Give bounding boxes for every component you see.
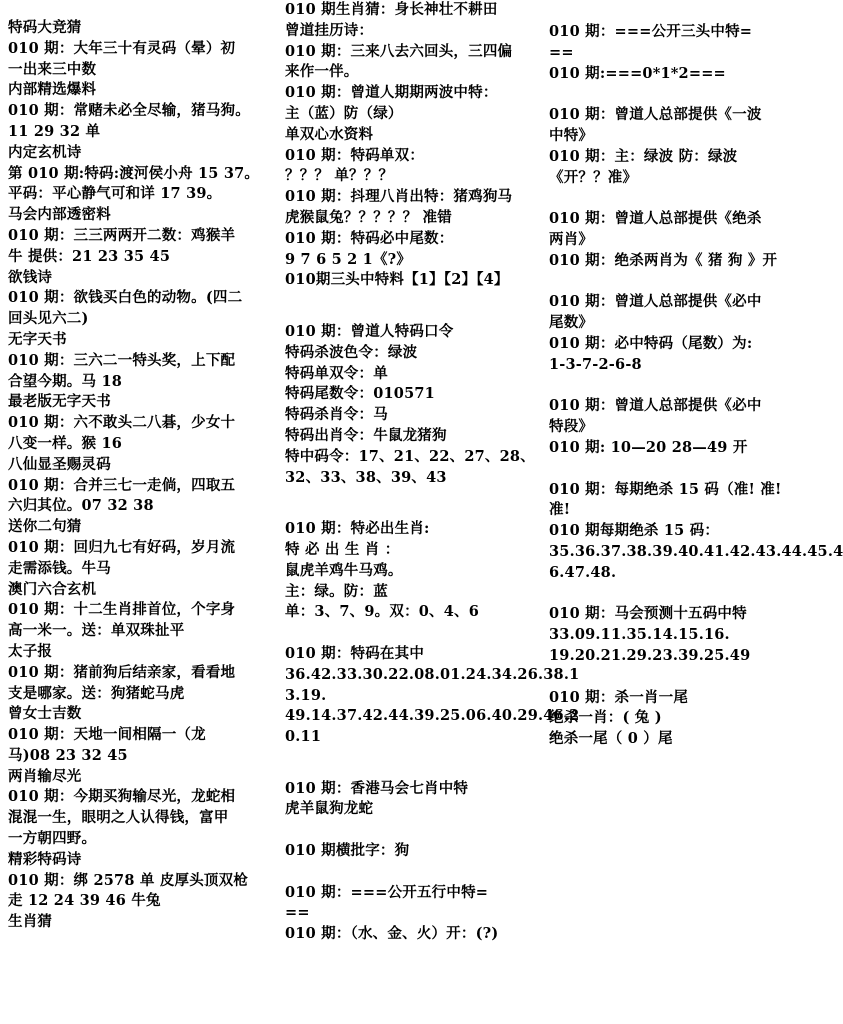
text-line: 内定玄机诗 (8, 143, 82, 161)
text-line: 010 期：特码在其中 (285, 644, 425, 662)
text-line: 平码：平心静气可和详 17 39。 (8, 185, 222, 203)
text-line: 走需添钱。牛马 (8, 559, 111, 577)
spacer (549, 667, 801, 688)
text-line: 010 期：三来八去六回头，三四偏 (285, 42, 513, 60)
text-line: 010 期：曾道人总部提供《必中 (549, 293, 762, 311)
text-line: 鼠虎羊鸡牛马鸡。 (285, 561, 403, 579)
text-line: 6.47.48. (549, 563, 617, 581)
text-line: 010 期：杀一肖一尾 (549, 688, 689, 706)
text-line: 010 期：主：绿波 防：绿波 (549, 147, 738, 165)
text-line: 混混一生，眼明之人认得钱，富甲 (8, 809, 229, 827)
text-line: 010 期：（水、金、火）开：(?) (285, 925, 499, 943)
text-line: 010 期横批字：狗 (285, 842, 410, 860)
text-line: 主：绿。防：蓝 (285, 582, 388, 600)
text-line: 010 期：绝杀两肖为《 猪 狗 》开 (549, 251, 778, 269)
text-line: 《开？？准》 (549, 168, 638, 186)
text-line: 特码尾数令：010571 (285, 385, 435, 403)
text-line: 010 期：===公开三头中特= (549, 23, 753, 40)
text-line: 010 期：三六二一特头奖，上下配 (8, 351, 236, 369)
spacer (285, 498, 543, 519)
spacer (549, 584, 801, 605)
spacer (549, 84, 801, 105)
text-line: 1-3-7-2-6-8 (549, 355, 642, 373)
text-line: 欲钱诗 (8, 268, 53, 286)
text-line: 010 期：抖理八肖出特：猪鸡狗马 (285, 188, 513, 206)
text-line: 010 期：特码必中尾数： (285, 229, 454, 247)
text-line: 3.19. (285, 686, 327, 704)
text-line: 来作一伴。 (285, 63, 359, 81)
text-line: 内部精选爆料 (8, 81, 97, 99)
text-line: 010 期：三三两两开二数：鸡猴羊 (8, 226, 236, 244)
text-line: 010 期每期绝杀 15 码： (549, 522, 720, 540)
text-line: 牛 提供：21 23 35 45 (8, 247, 171, 265)
text-line: 澳门六合玄机 (8, 580, 97, 598)
text-line: 虎羊鼠狗龙蛇 (285, 800, 374, 818)
text-line: 准! (549, 501, 571, 519)
text-line: 两肖》 (549, 230, 594, 248)
text-line: 精彩特码诗 (8, 850, 82, 868)
text-line: 010 期：特必出生肖: (285, 520, 430, 538)
text-line: 010期三头中特料【1】【2】【4】 (285, 271, 509, 289)
text-line: 35.36.37.38.39.40.41.42.43.44.45.4 (549, 542, 843, 560)
text-line: 010 期：欲钱买白色的动物。(四二 (8, 289, 243, 307)
text-line: 010 期：十二生肖排首位，个字身 (8, 601, 236, 619)
spacer (549, 459, 801, 480)
spacer (549, 272, 801, 293)
text-line: 010 期：每期绝杀 15 码（准! 准! (549, 480, 782, 498)
text-line: 最老版无字天书 (8, 393, 111, 411)
text-line: 010 期: 10—20 28—49 开 (549, 438, 748, 456)
left-column (8, 18, 276, 933)
text-line: 010 期：香港马会七肖中特 (285, 779, 469, 797)
text-line: 11 29 32 单 (8, 122, 101, 140)
text-line: 太子报 (8, 642, 53, 660)
text-line: 单双心水资料 (285, 125, 374, 143)
text-line: 八仙显圣赐灵码 (8, 455, 111, 473)
text-line: 010 期：今期买狗输尽光，龙蛇相 (8, 788, 236, 806)
text-line: 010 期：合并三七一走倘，四取五 (8, 476, 236, 494)
text-line: 9 7 6 5 2 1《?》 (285, 250, 412, 268)
text-line: 010 期:===0*1*2=== (549, 64, 726, 82)
text-line: 010 期生肖猜：身长神壮不耕田 (285, 1, 498, 18)
text-line: 尾数》 (549, 314, 594, 332)
text-line: 特码杀肖令：马 (285, 406, 388, 424)
text-line: 合望今期。马 18 (8, 372, 123, 390)
text-line: 六归其位。07 32 38 (8, 497, 154, 515)
text-line: 010 期：常赌未必全尽输，猪马狗。 (8, 102, 250, 120)
text-line: 特码单双令：单 (285, 364, 388, 382)
spacer (549, 188, 801, 209)
text-line: 特中码令：17、21、22、27、28、 (285, 447, 535, 465)
spacer (285, 291, 543, 301)
text-line: 特 必 出 生 肖 ： (285, 540, 400, 558)
spacer (285, 623, 543, 644)
text-line: 曾女士吉数 (8, 705, 82, 723)
text-line: 010 期：曾道人期期两波中特： (285, 84, 498, 102)
text-line: 走 12 24 39 46 牛兔 (8, 892, 161, 910)
text-line: 虎猴鼠兔？？？？？ 准错 (285, 208, 452, 226)
text-line: 特码杀波色令：绿波 (285, 343, 418, 361)
text-line: 010 期：大年三十有灵码（晕）初 (8, 39, 236, 57)
text-line: 010 期：马会预测十五码中特 (549, 605, 747, 623)
text-line: 支是哪家。送：狗猪蛇马虎 (8, 684, 185, 702)
text-line: 绝杀一肖：( 兔 ) (549, 709, 662, 727)
text-line: 010 期：六不敢头二八碁，少女十 (8, 414, 236, 432)
text-line: 010 期：曾道人总部提供《一波 (549, 106, 762, 124)
text-line: 0.11 (285, 728, 322, 746)
text-line: 第 010 期:特码:渡河侯小舟 15 37。 (8, 164, 260, 182)
spacer (549, 376, 801, 397)
spacer (285, 758, 543, 779)
text-line: 010 期：曾道人总部提供《绝杀 (549, 210, 762, 228)
right-column (549, 22, 843, 750)
text-line: 33.09.11.35.14.15.16. (549, 626, 730, 644)
text-line: == (549, 43, 574, 61)
text-line: == (285, 904, 310, 922)
text-line: 八变一样。猴 16 (8, 434, 123, 452)
text-line: 特码大竞猜 (8, 19, 82, 36)
text-line: 曾道挂历诗： (285, 21, 374, 39)
text-line: 两肖输尽光 (8, 767, 82, 785)
text-line: 49.14.37.42.44.39.25.06.40.29.46.2 (285, 707, 580, 725)
text-line: 回头见六二) (8, 310, 89, 328)
text-line: 中特》 (549, 126, 594, 144)
text-line: ？？？ 单？？？ (285, 167, 394, 185)
text-line: 无字天书 (8, 330, 67, 348)
text-line: 19.20.21.29.23.39.25.49 (549, 646, 751, 664)
text-line: 010 期：天地一间相隔一（龙 (8, 726, 206, 744)
text-line: 010 期：===公开五行中特= (285, 883, 489, 901)
text-line: 马会内部透密料 (8, 206, 111, 224)
text-line: 绝杀一尾（ 0 ）尾 (549, 730, 673, 748)
spacer (285, 862, 543, 883)
text-line: 010 期：猪前狗后结亲家，看看地 (8, 663, 236, 681)
text-line: 送你二句猜 (8, 518, 82, 536)
spacer (285, 301, 543, 322)
text-line: 010 期：回归九七有好码，岁月流 (8, 538, 236, 556)
spacer (285, 488, 543, 498)
text-line: 010 期：特码单双： (285, 146, 425, 164)
text-line: 特码出肖令：牛鼠龙猪狗 (285, 426, 447, 444)
text-line: 一出来三中数 (8, 60, 97, 78)
text-line: 单：3、7、9。双：0、4、6 (285, 603, 480, 621)
spacer (285, 820, 543, 841)
text-line: 高一米一。送：单双珠扯平 (8, 622, 185, 640)
text-line: 主（蓝）防（绿） (285, 104, 403, 122)
text-line: 010 期：必中特码（尾数）为: (549, 334, 753, 352)
text-line: 010 期：曾道人总部提供《必中 (549, 397, 762, 415)
text-line: 特段》 (549, 418, 594, 436)
text-line: 010 期：绑 2578 单 皮厚头顶双枪 (8, 871, 249, 889)
text-line: 32、33、38、39、43 (285, 468, 447, 486)
text-line: 36.42.33.30.22.08.01.24.34.26.38.1 (285, 665, 580, 683)
text-line: 马)08 23 32 45 (8, 746, 128, 764)
text-line: 生肖猜 (8, 913, 53, 931)
text-line: 010 期：曾道人特码口令 (285, 322, 454, 340)
text-line: 一方朝四野。 (8, 830, 97, 848)
spacer (285, 748, 543, 758)
